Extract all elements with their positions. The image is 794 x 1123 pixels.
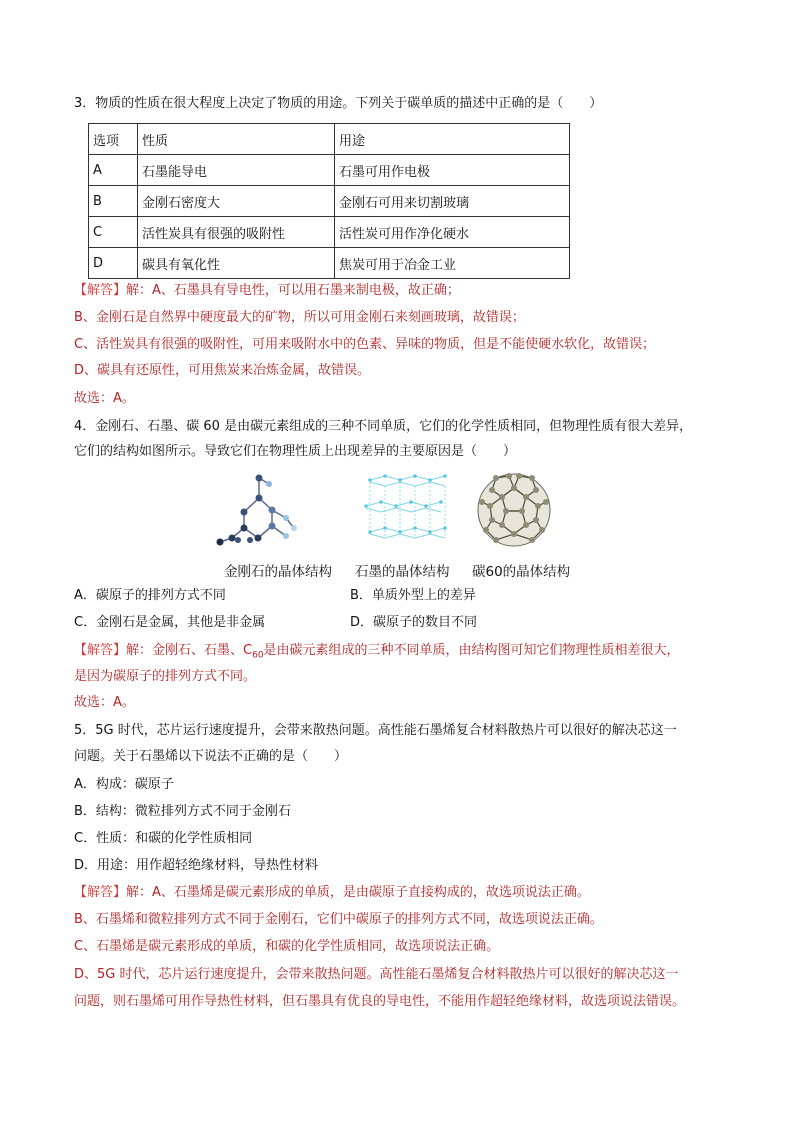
table-cell: 石墨可用作电极	[335, 155, 570, 186]
q4-answer-choice: 故选：A。	[74, 695, 135, 710]
table-header: 选项	[89, 124, 138, 155]
q4-answer-line-2: 是因为碳原子的排列方式不同。	[74, 669, 257, 684]
answer-text: 是由碳元素组成的三种不同单质，由结构图可知它们物理性质相差很大，	[263, 643, 680, 658]
c60-caption: 碳60的晶体结构	[472, 564, 571, 580]
q5-option-a: A．构成：碳原子	[74, 777, 174, 792]
table-cell: 活性炭具有很强的吸附性	[138, 217, 335, 248]
answer-subscript: 60	[252, 650, 264, 661]
q4-question-line-2: 它们的结构如图所示。导致它们在物理性质上出现差异的主要原因是（ ）	[74, 444, 517, 459]
table-cell: 金刚石密度大	[138, 186, 335, 217]
diamond-structure-figure	[214, 470, 304, 550]
q4-option-b: B．单质外型上的差异	[350, 588, 476, 603]
table-row	[89, 217, 570, 248]
table-row	[89, 155, 570, 186]
diamond-caption: 金刚石的晶体结构	[224, 564, 332, 580]
table-cell: 碳具有氧化性	[138, 248, 335, 279]
table-header: 性质	[138, 124, 335, 155]
table-cell: A	[89, 155, 138, 186]
table-cell: 焦炭可用于冶金工业	[335, 248, 570, 279]
table-header-row	[89, 124, 570, 155]
q4-answer-line-1	[74, 642, 680, 665]
table-cell: B	[89, 186, 138, 217]
table-cell: D	[89, 248, 138, 279]
q5-option-c: C．性质：和碳的化学性质相同	[74, 831, 253, 846]
q5-answer-line-4: D、5G 时代，芯片运行速度提升，会带来散热问题。高性能石墨烯复合材料散热片可以很好的解决芯这一	[74, 967, 679, 982]
q4-option-a: A．碳原子的排列方式不同	[74, 588, 226, 603]
c60-structure-figure	[474, 470, 554, 550]
table-cell: 石墨能导电	[138, 155, 335, 186]
q3-options-table	[88, 123, 570, 279]
q5-answer-line-2: B、石墨烯和微粒排列方式不同于金刚石，它们中碳原子的排列方式不同，故选项说法正确。	[74, 912, 603, 927]
graphite-structure-figure	[360, 472, 450, 550]
q5-question-line-1: 5．5G 时代，芯片运行速度提升，会带来散热问题。高性能石墨烯复合材料散热片可以很好的解决芯这一	[74, 723, 677, 738]
q3-answer-line-3: C、活性炭具有很强的吸附性，可用来吸附水中的色素、异味的物质，但是不能使硬水软化，故错误；	[74, 337, 656, 352]
graphite-caption: 石墨的晶体结构	[355, 564, 450, 580]
q5-answer-line-1	[74, 884, 590, 902]
q4-question-line-1: 4．金刚石、石墨、碳 60 是由碳元素组成的三种不同单质，它们的化学性质相同，但物理性质有很大差异，	[74, 419, 693, 434]
table-row	[89, 186, 570, 217]
q5-option-d: D．用途：用作超轻绝缘材料，导热性材料	[74, 858, 319, 873]
table-cell: C	[89, 217, 138, 248]
q3-question: 3．物质的性质在很大程度上决定了物质的用途。下列关于碳单质的描述中正确的是（ ）	[74, 96, 603, 111]
q4-option-c: C．金刚石是金属，其他是非金属	[74, 615, 266, 630]
answer-tag: 【解答】	[74, 643, 127, 658]
answer-tag: 【解答】	[74, 283, 127, 298]
table-header: 用途	[335, 124, 570, 155]
q3-answer-line-2: B、金刚石是自然界中硬度最大的矿物，所以可用金刚石来刻画玻璃，故错误；	[74, 310, 525, 325]
table-cell: 活性炭可用作净化硬水	[335, 217, 570, 248]
q5-answer-line-3: C、石墨烯是碳元素形成的单质，和碳的化学性质相同，故选项说法正确。	[74, 939, 500, 954]
table-cell: 金刚石可用来切割玻璃	[335, 186, 570, 217]
answer-text: 解：A、石墨烯是碳元素形成的单质，是由碳原子直接构成的，故选项说法正确。	[126, 885, 590, 900]
answer-text: 解：金刚石、石墨、C	[126, 643, 253, 658]
q5-question-line-2: 问题。关于石墨烯以下说法不正确的是（ ）	[74, 749, 348, 764]
answer-tag: 【解答】	[74, 885, 127, 900]
table-row	[89, 248, 570, 279]
q5-answer-line-5: 问题，则石墨烯可用作导热性材料，但石墨具有优良的导电性，不能用作超轻绝缘材料，故选项说法错误。	[74, 994, 686, 1009]
q5-option-b: B．结构：微粒排列方式不同于金刚石	[74, 804, 291, 819]
q3-answer-choice: 故选：A。	[74, 391, 135, 406]
q3-answer-line-1	[74, 282, 460, 300]
answer-text: 解：A、石墨具有导电性，可以用石墨来制电极，故正确；	[126, 283, 460, 298]
q4-option-d: D．碳原子的数目不同	[350, 615, 478, 630]
q3-answer-line-4: D、碳具有还原性，可用焦炭来冶炼金属，故错误。	[74, 363, 371, 378]
